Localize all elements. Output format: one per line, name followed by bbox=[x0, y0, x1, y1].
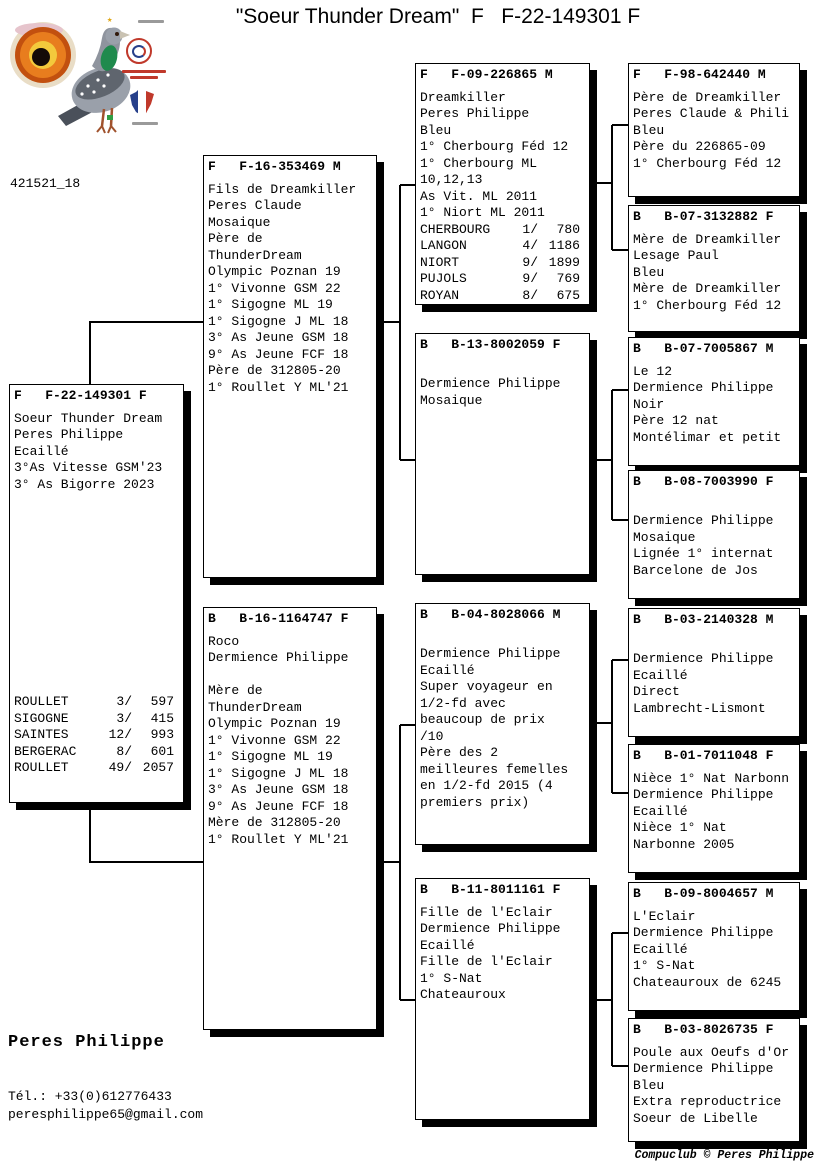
race-result-row bbox=[420, 288, 589, 305]
race-results bbox=[420, 222, 589, 305]
pedigree-line: 1° S-Nat bbox=[633, 958, 696, 973]
race-name: NIORT bbox=[420, 254, 460, 270]
pedigree-line: 3° As Bigorre 2023 bbox=[14, 476, 155, 492]
ring-number-header: B B-11-8011161 F bbox=[420, 882, 561, 897]
race-rank: 49/ bbox=[108, 760, 132, 775]
race-name: ROULLET bbox=[14, 760, 69, 775]
pedigree-line: Ecaillé bbox=[420, 662, 475, 678]
pedigree-line: Roco bbox=[208, 633, 240, 649]
race-result-row bbox=[420, 222, 589, 239]
pedigree-line: Lesage Paul bbox=[633, 248, 719, 263]
pedigree-line: Peres Claude bbox=[208, 198, 302, 213]
pedigree-line: Père du 226865-09 bbox=[633, 139, 766, 154]
pedigree-line: Fils de Dreamkiller bbox=[208, 181, 357, 197]
pedigree-line: Chateauroux de 6245 bbox=[633, 974, 782, 990]
pedigree-line bbox=[208, 667, 376, 684]
pedigree-line: Noir bbox=[633, 396, 665, 412]
race-result-row bbox=[420, 238, 589, 255]
pedigree-line: Ecaillé bbox=[633, 667, 688, 683]
race-rank: 3/ bbox=[116, 710, 132, 726]
pedigree-line: Peres Philippe bbox=[420, 106, 530, 121]
pedigree-line: 1° Roullet Y ML'21 bbox=[208, 379, 349, 395]
pedigree-box-sire bbox=[203, 155, 377, 578]
pedigree-line: 1° Sigogne J ML 18 bbox=[208, 765, 349, 781]
pedigree-line: 10,12,13 bbox=[420, 172, 483, 187]
pedigree-line: Dermience Philippe bbox=[420, 646, 561, 661]
pedigree-box-subject bbox=[9, 384, 184, 803]
pedigree-line: Ecaillé bbox=[14, 443, 69, 459]
race-total: 601 bbox=[150, 743, 174, 759]
pedigree-line: Père de bbox=[208, 231, 263, 246]
pedigree-text bbox=[420, 905, 589, 1004]
pedigree-line: 3°As Vitesse GSM'23 bbox=[14, 460, 163, 475]
pedigree-line: Lignée 1° internat bbox=[633, 546, 774, 561]
pedigree-text bbox=[633, 1045, 799, 1128]
pedigree-text bbox=[208, 182, 376, 397]
pedigree-box-dam-dam-dam bbox=[628, 1018, 800, 1142]
pedigree-line bbox=[633, 497, 799, 514]
race-rank: 3/ bbox=[116, 694, 132, 709]
race-total: 769 bbox=[556, 271, 580, 286]
ring-number-header: B B-07-3132882 F bbox=[633, 209, 774, 224]
pedigree-line: Mère de 312805-20 bbox=[208, 815, 341, 830]
pedigree-line: Nièce 1° Nat Narbonn bbox=[633, 770, 790, 786]
pedigree-line: 9° As Jeune FCF 18 bbox=[208, 798, 349, 814]
pedigree-line: Narbonne 2005 bbox=[633, 836, 735, 852]
race-rank: 4/ bbox=[522, 238, 538, 253]
pedigree-line: Mosaique bbox=[633, 529, 696, 545]
pedigree-line: Dermience Philippe bbox=[633, 1061, 774, 1076]
pedigree-line: Dreamkiller bbox=[420, 89, 506, 105]
pedigree-text bbox=[633, 497, 799, 580]
pedigree-box-sire-dam bbox=[415, 333, 590, 575]
pedigree-line: Ecaillé bbox=[633, 941, 688, 957]
race-name: SAINTES bbox=[14, 727, 69, 742]
pedigree-line: As Vit. ML 2011 bbox=[420, 188, 538, 204]
pedigree-line: Chateauroux bbox=[420, 987, 506, 1002]
race-rank: 8/ bbox=[522, 287, 538, 303]
pedigree-line bbox=[633, 635, 799, 652]
pedigree-line: Père de Dreamkiller bbox=[633, 89, 782, 105]
race-total: 780 bbox=[556, 221, 580, 237]
pedigree-line: Mosaique bbox=[420, 392, 483, 408]
pedigree-box-dam-dam bbox=[415, 878, 590, 1120]
pedigree-box-dam-dam-sire bbox=[628, 882, 800, 1011]
pedigree-line: Mosaique bbox=[208, 214, 271, 230]
pedigree-line: 1° Sigogne ML 19 bbox=[208, 749, 333, 764]
pedigree-line: Olympic Poznan 19 bbox=[208, 264, 341, 279]
pedigree-box-dam-sire-sire bbox=[628, 608, 800, 737]
race-total: 1899 bbox=[548, 254, 580, 270]
pedigree-line: 9° As Jeune FCF 18 bbox=[208, 346, 349, 362]
race-rank: 9/ bbox=[522, 271, 538, 286]
pedigree-line: Bleu bbox=[633, 122, 665, 138]
pedigree-text bbox=[420, 360, 589, 410]
pedigree-text bbox=[633, 232, 799, 315]
pedigree-line: Bleu bbox=[633, 264, 665, 280]
race-rank: 8/ bbox=[116, 743, 132, 759]
pedigree-line bbox=[420, 630, 589, 647]
pedigree-line: Père des 2 bbox=[420, 745, 499, 760]
pedigree-line: Bleu bbox=[420, 122, 452, 138]
pedigree-text bbox=[420, 90, 589, 222]
pedigree-line: 1° Roullet Y ML'21 bbox=[208, 831, 349, 847]
pedigree-line: Dermience Philippe bbox=[633, 787, 774, 802]
breeder-name: Peres Philippe bbox=[8, 1033, 165, 1052]
pedigree-line: Peres Philippe bbox=[14, 427, 124, 442]
race-total: 2057 bbox=[142, 760, 174, 775]
ring-number-header: F F-09-226865 M bbox=[420, 67, 553, 82]
ring-number-header: B B-09-8004657 M bbox=[633, 886, 774, 901]
software-credit: Compuclub © Peres Philippe bbox=[634, 1149, 814, 1162]
race-result-row bbox=[14, 694, 177, 711]
pedigree-line: Olympic Poznan 19 bbox=[208, 716, 341, 731]
pedigree-line: Extra reproductrice bbox=[633, 1094, 782, 1109]
pedigree-line: Mère de Dreamkiller bbox=[633, 281, 782, 296]
pedigree-box-sire-sire bbox=[415, 63, 590, 305]
pedigree-box-dam bbox=[203, 607, 377, 1030]
ring-number-header: B B-03-2140328 M bbox=[633, 612, 774, 627]
ring-number-header: B B-16-1164747 F bbox=[208, 611, 349, 626]
pedigree-line: ThunderDream bbox=[208, 247, 302, 263]
pedigree-text bbox=[208, 634, 376, 849]
pedigree-line: 1° Cherbourg ML bbox=[420, 155, 538, 171]
pedigree-line: Direct bbox=[633, 684, 680, 699]
ring-number-header: B B-01-7011048 F bbox=[633, 748, 774, 763]
race-rank: 12/ bbox=[108, 727, 132, 742]
page-title: "Soeur Thunder Dream" F F-22-149301 F bbox=[235, 5, 641, 28]
pedigree-line: 1° Sigogne J ML 18 bbox=[208, 313, 349, 329]
race-name: BERGERAC bbox=[14, 743, 77, 759]
pedigree-line: Ecaillé bbox=[633, 803, 688, 819]
pedigree-line: 1° Sigogne ML 19 bbox=[208, 297, 333, 312]
pedigree-line: Nièce 1° Nat bbox=[633, 820, 727, 835]
pedigree-line: Fille de l'Eclair bbox=[420, 954, 553, 969]
ring-number-header: F F-16-353469 M bbox=[208, 159, 341, 174]
photo-id-label: 421521_18 bbox=[10, 176, 81, 191]
pedigree-line: Dermience Philippe bbox=[633, 925, 774, 940]
pedigree-text bbox=[633, 635, 799, 718]
star-icon: ★ bbox=[107, 15, 113, 25]
ring-number-header: B B-13-8002059 F bbox=[420, 337, 561, 352]
pedigree-line: Dermience Philippe bbox=[633, 651, 774, 666]
pedigree-line: Super voyageur en bbox=[420, 679, 553, 694]
phone-number: Tél.: +33(0)612776433 bbox=[8, 1089, 172, 1104]
pedigree-line: Soeur Thunder Dream bbox=[14, 410, 163, 426]
pedigree-text bbox=[14, 411, 183, 494]
ring-number-header: B B-03-8026735 F bbox=[633, 1022, 774, 1037]
race-total: 675 bbox=[556, 287, 580, 303]
race-total: 993 bbox=[150, 727, 174, 742]
pedigree-line: Dermience Philippe bbox=[633, 380, 774, 395]
pedigree-line: Bleu bbox=[633, 1077, 665, 1093]
pedigree-line: Dermience Philippe bbox=[420, 376, 561, 391]
ring-number-header: F F-98-642440 M bbox=[633, 67, 766, 82]
pedigree-line: 1° Cherbourg Féd 12 bbox=[633, 155, 782, 171]
pedigree-line: Fille de l'Eclair bbox=[420, 904, 553, 920]
race-name: ROULLET bbox=[14, 694, 69, 709]
pedigree-text bbox=[633, 90, 799, 173]
race-result-row bbox=[14, 711, 177, 728]
ring-number-header: F F-22-149301 F bbox=[14, 388, 147, 403]
pedigree-line: Mère de bbox=[208, 683, 263, 698]
race-name: SIGOGNE bbox=[14, 710, 69, 726]
pedigree-line: 3° As Jeune GSM 18 bbox=[208, 330, 349, 345]
pedigree-line: L'Eclair bbox=[633, 908, 696, 924]
pedigree-box-dam-sire-dam bbox=[628, 744, 800, 873]
pedigree-text bbox=[633, 909, 799, 992]
pedigree-line: Lambrecht-Lismont bbox=[633, 700, 766, 716]
race-total: 415 bbox=[150, 710, 174, 726]
pedigree-box-dam-sire bbox=[415, 603, 590, 845]
pedigree-text bbox=[420, 630, 589, 812]
pedigree-line: Père 12 nat bbox=[633, 413, 719, 428]
pedigree-line: en 1/2-fd 2015 (4 bbox=[420, 778, 553, 793]
pedigree-line: Dermience Philippe bbox=[420, 921, 561, 936]
race-rank: 1/ bbox=[522, 221, 538, 237]
pedigree-line: Dermience Philippe bbox=[633, 513, 774, 528]
pedigree-line: /10 bbox=[420, 728, 444, 744]
pedigree-line: 1° Niort ML 2011 bbox=[420, 205, 545, 220]
race-name: LANGON bbox=[420, 238, 467, 253]
pedigree-box-sire-sire-sire bbox=[628, 63, 800, 197]
pedigree-line: meilleures femelles bbox=[420, 761, 569, 777]
pedigree-line: 3° As Jeune GSM 18 bbox=[208, 782, 349, 797]
race-results bbox=[14, 694, 177, 777]
pedigree-line: 1/2-fd avec bbox=[420, 695, 506, 711]
pedigree-line: Ecaillé bbox=[420, 937, 475, 953]
race-result-row bbox=[14, 760, 177, 777]
pedigree-line: 1° Cherbourg Féd 12 bbox=[633, 297, 782, 313]
pedigree-box-sire-dam-dam bbox=[628, 470, 800, 599]
pedigree-line: 1° Vivonne GSM 22 bbox=[208, 280, 341, 296]
ring-number-header: B B-04-8028066 M bbox=[420, 607, 561, 622]
pedigree-line: ThunderDream bbox=[208, 699, 302, 715]
pedigree-line: 1° S-Nat bbox=[420, 970, 483, 986]
pedigree-line: 1° Cherbourg Féd 12 bbox=[420, 139, 569, 154]
race-name: PUJOLS bbox=[420, 271, 467, 286]
race-total: 1186 bbox=[548, 238, 580, 253]
pedigree-line: Montélimar et petit bbox=[633, 429, 782, 445]
pedigree-line: Dermience Philippe bbox=[208, 650, 349, 665]
race-result-row bbox=[14, 744, 177, 761]
race-result-row bbox=[14, 727, 177, 744]
race-result-row bbox=[420, 271, 589, 288]
race-name: CHERBOURG bbox=[420, 221, 491, 237]
pedigree-line: Peres Claude & Phili bbox=[633, 106, 790, 121]
pedigree-box-sire-dam-sire bbox=[628, 337, 800, 466]
email-address: peresphilippe65@gmail.com bbox=[8, 1107, 204, 1122]
pedigree-line: 1° Vivonne GSM 22 bbox=[208, 732, 341, 748]
ring-number-header: B B-07-7005867 M bbox=[633, 341, 774, 356]
pedigree-box-sire-sire-dam bbox=[628, 205, 800, 332]
race-name: ROYAN bbox=[420, 287, 460, 303]
pedigree-line: Poule aux Oeufs d'Or bbox=[633, 1044, 790, 1060]
pedigree-line bbox=[420, 360, 589, 377]
pedigree-text bbox=[633, 771, 799, 854]
pedigree-line: Le 12 bbox=[633, 363, 673, 379]
race-rank: 9/ bbox=[522, 254, 538, 270]
ring-number-header: B B-08-7003990 F bbox=[633, 474, 774, 489]
pedigree-line: Mère de Dreamkiller bbox=[633, 231, 782, 247]
pedigree-line: beaucoup de prix bbox=[420, 712, 545, 727]
pedigree-line: Soeur de Libelle bbox=[633, 1110, 758, 1126]
pedigree-line: Barcelone de Jos bbox=[633, 562, 758, 578]
pedigree-line: premiers prix) bbox=[420, 794, 530, 810]
race-total: 597 bbox=[150, 694, 174, 709]
pedigree-text bbox=[633, 364, 799, 447]
race-result-row bbox=[420, 255, 589, 272]
pedigree-line: Père de 312805-20 bbox=[208, 363, 341, 378]
